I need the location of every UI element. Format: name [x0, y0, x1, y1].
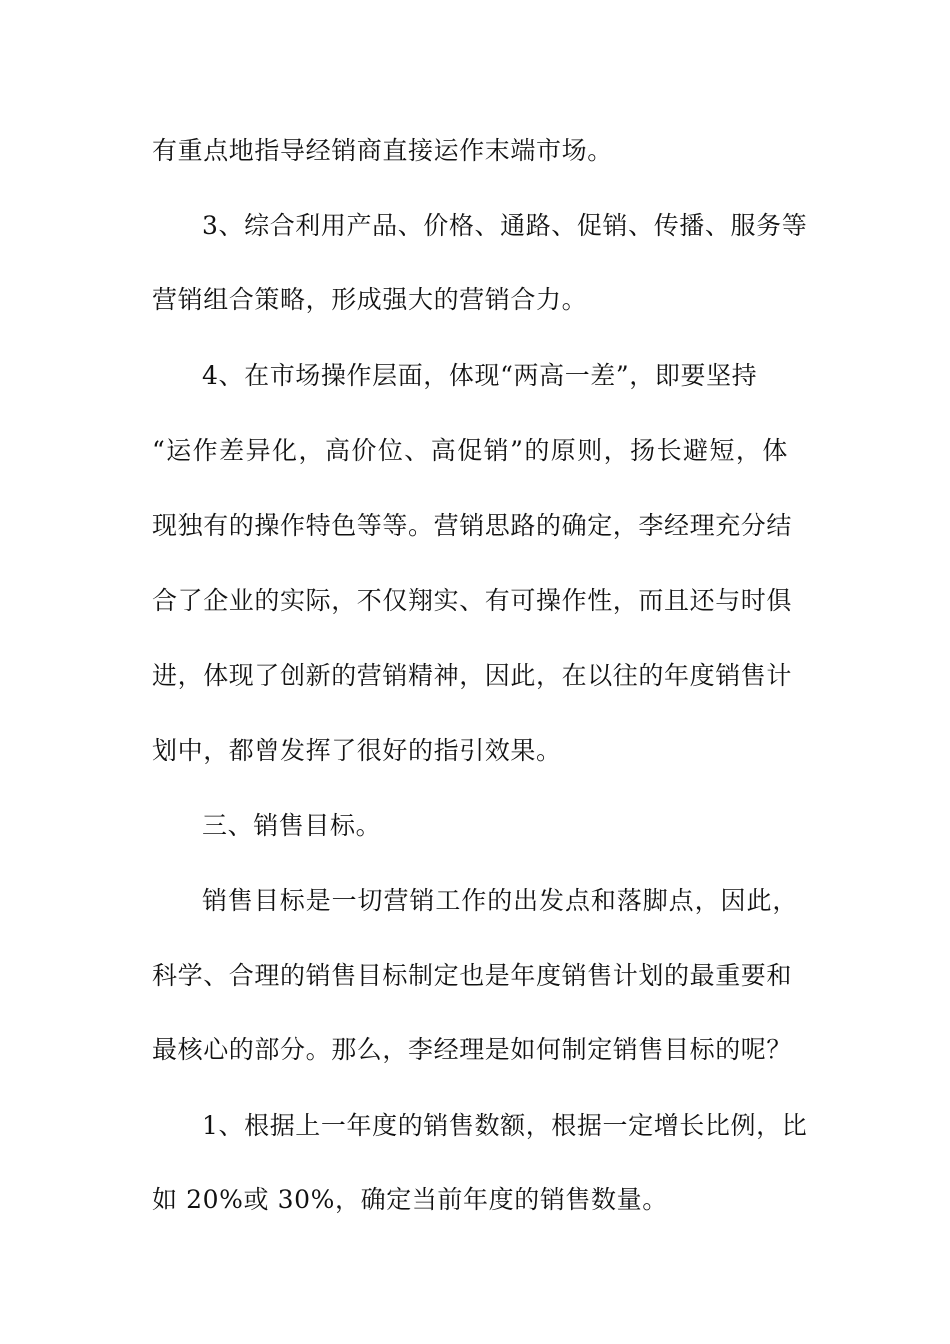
paragraph-line: 划中，都曾发挥了很好的指引效果。 [152, 736, 562, 765]
paragraph-line: 进，体现了创新的营销精神，因此，在以往的年度销售计 [152, 661, 793, 690]
paragraph-line: 4、在市场操作层面，体现“两高一差”，即要坚持 [202, 361, 758, 390]
paragraph-line: 现独有的操作特色等等。营销思路的确定，李经理充分结 [152, 511, 793, 540]
paragraph-line: “运作差异化，高价位、高促销”的原则，扬长避短，体 [152, 436, 788, 465]
section-heading: 三、销售目标。 [202, 811, 382, 840]
paragraph-line: 如 20%或 30%，确定当前年度的销售数量。 [152, 1185, 668, 1214]
paragraph-line: 科学、合理的销售目标制定也是年度销售计划的最重要和 [152, 961, 793, 990]
paragraph-line: 最核心的部分。那么，李经理是如何制定销售目标的呢？ [152, 1035, 793, 1064]
paragraph-line: 有重点地指导经销商直接运作末端市场。 [152, 136, 613, 165]
paragraph-line: 合了企业的实际，不仅翔实、有可操作性，而且还与时俱 [152, 586, 793, 615]
paragraph-line: 销售目标是一切营销工作的出发点和落脚点，因此， [202, 886, 798, 915]
paragraph-line: 营销组合策略，形成强大的营销合力。 [152, 285, 588, 314]
paragraph-line: 1、根据上一年度的销售数额，根据一定增长比例，比 [202, 1111, 808, 1140]
paragraph-line: 3、综合利用产品、价格、通路、促销、传播、服务等 [202, 211, 808, 240]
